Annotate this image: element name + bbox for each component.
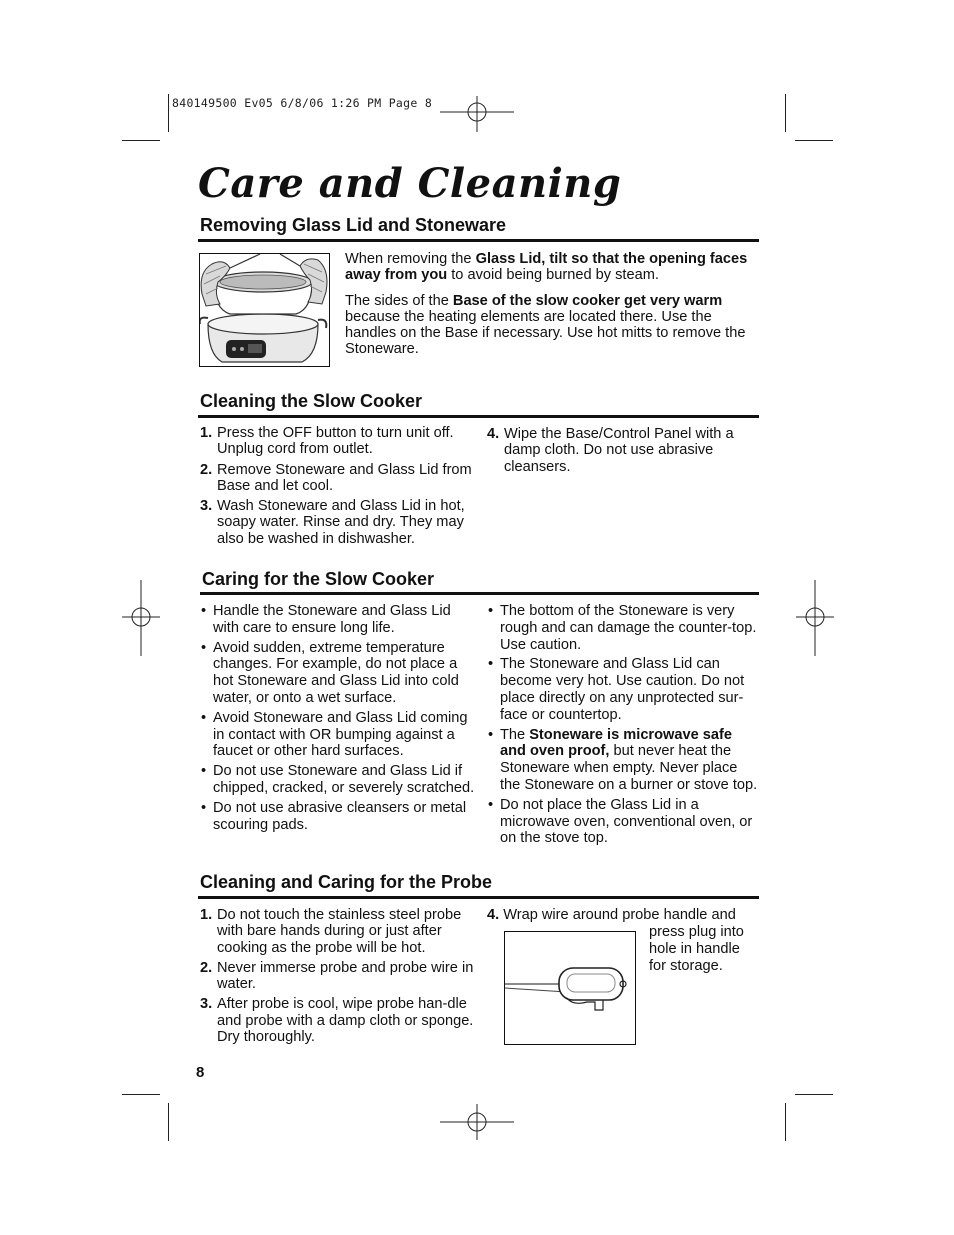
crop-mark <box>168 1103 169 1141</box>
probe-step-4-continued: press plug into hole in handle for storage. <box>649 924 744 974</box>
list-item: • Do not use Stoneware and Glass Lid if chipped, cracked, or severely scratched. <box>201 763 475 796</box>
section-heading-probe: Cleaning and Caring for the Probe <box>200 872 493 892</box>
slow-cooker-illustration <box>199 253 330 367</box>
lid-removal-text <box>345 251 759 358</box>
caring-bullets-right <box>488 603 760 850</box>
probe-steps-left <box>200 907 475 1049</box>
registration-mark-icon <box>796 580 834 656</box>
crop-mark <box>785 94 786 132</box>
list-item: 2. Remove Stoneware and Glass Lid from Base and let cool. <box>200 461 472 494</box>
list-item: 1. Do not touch the stainless steel probe with bare hands during or just after cooking as the probe will be hot. <box>200 907 462 956</box>
base-warning-paragraph: The sides of the Base of the slow cooker get very warm because the heating elements are located there. Use the handles on the Base if necessary. Use hot mitts to remove the Stoneware. <box>345 292 746 358</box>
probe-storage-illustration <box>504 931 636 1045</box>
print-slug: 840149500 Ev05 6/8/06 1:26 PM Page 8 <box>172 96 433 110</box>
list-item: • Handle the Stoneware and Glass Lid with care to ensure long life. <box>201 603 451 636</box>
section-rule <box>200 592 759 595</box>
list-item: 4. Wipe the Base/Control Panel with a damp cloth. Do not use abrasive cleansers. <box>487 426 734 475</box>
list-item: 1. Press the OFF button to turn unit off. Unplug cord from outlet. <box>200 425 454 458</box>
probe-step-4: 4. Wrap wire around probe handle and <box>487 907 736 923</box>
caring-bullets-left <box>201 603 475 836</box>
section-heading-cleaning: Cleaning the Slow Cooker <box>200 391 423 411</box>
registration-mark-icon <box>440 96 514 132</box>
crop-mark <box>168 94 169 132</box>
crop-mark <box>785 1103 786 1141</box>
crop-mark <box>795 140 833 141</box>
crop-mark <box>795 1094 833 1095</box>
cleaning-steps-left <box>200 425 475 551</box>
list-item: • The Stoneware is microwave safe and oven proof, but never heat the Stoneware when empty. Never place the Stoneware on a burner or stove top. <box>488 726 758 793</box>
list-item: • The bottom of the Stoneware is very rough and can damage the counter-top. Use caution. <box>488 603 757 653</box>
list-item: • Avoid Stoneware and Glass Lid coming in contact with OR bumping against a faucet or other hard surfaces. <box>201 709 468 760</box>
registration-mark-icon <box>122 580 160 656</box>
section-heading-removing-lid: Removing Glass Lid and Stoneware <box>200 215 507 235</box>
list-item: • Avoid sudden, extreme temperature changes. For example, do not place a hot Stoneware and Glass Lid into cold water, or onto a wet surface. <box>201 639 459 706</box>
registration-mark-icon <box>440 1104 514 1140</box>
section-heading-caring: Caring for the Slow Cooker <box>202 569 435 589</box>
list-item: • Do not use abrasive cleansers or metal scouring pads. <box>201 799 467 833</box>
lid-warning-paragraph: When removing the Glass Lid, tilt so that the opening faces away from you to avoid being burned by steam. <box>345 251 748 284</box>
list-item: • Do not place the Glass Lid in a microwave oven, conventional oven, or on the stove top. <box>488 796 753 847</box>
list-item: • The Stoneware and Glass Lid can become very hot. Use caution. Do not place directly on any unprotected sur-face or countertop. <box>488 656 745 723</box>
cleaning-steps-right <box>487 426 749 479</box>
page-number: 8 <box>196 1064 205 1081</box>
section-rule <box>198 239 759 242</box>
section-rule <box>198 415 759 418</box>
list-item: 3. Wash Stoneware and Glass Lid in hot, soapy water. Rinse and dry. They may also be washed in dishwasher. <box>200 498 465 547</box>
list-item: 2. Never immerse probe and probe wire in water. <box>200 959 474 993</box>
section-rule <box>198 896 759 899</box>
page-title: Care and Cleaning <box>198 160 622 207</box>
list-item: 3. After probe is cool, wipe probe han-dle and probe with a damp cloth or sponge. Dry thoroughly. <box>200 996 474 1046</box>
crop-mark <box>122 140 160 141</box>
crop-mark <box>122 1094 160 1095</box>
